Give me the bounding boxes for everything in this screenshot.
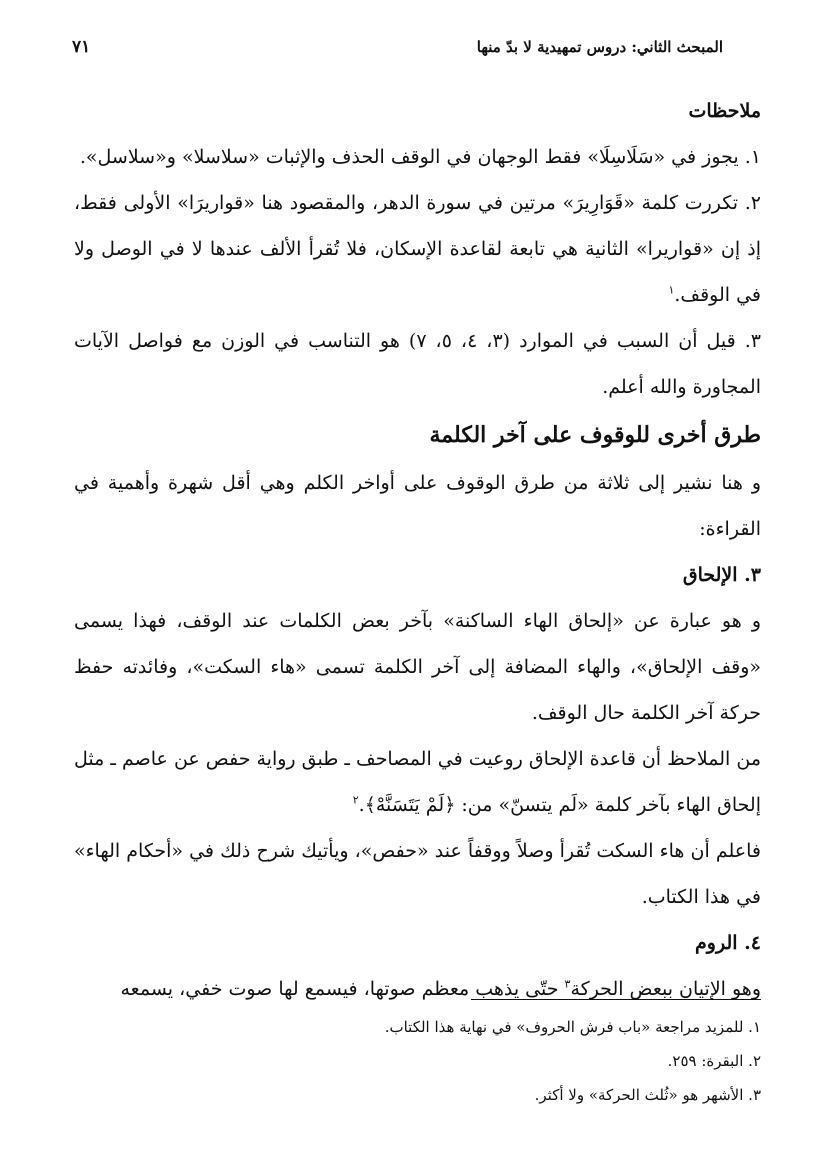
running-header — [72, 32, 723, 62]
rawm-paragraph — [74, 966, 761, 1012]
note-2-line-3: الوصل ولا في الوقف. — [74, 238, 761, 306]
rawm-heading: ٤. الروم — [695, 932, 761, 954]
footnote-ref-1: ١ — [668, 283, 675, 297]
note-1 — [74, 134, 761, 180]
note-2 — [74, 180, 761, 318]
ilhaq-paragraph-1 — [74, 598, 761, 736]
ilhaq-paragraph-2 — [74, 736, 761, 828]
ilhaq-paragraph-3 — [74, 828, 761, 920]
footnote-1: ١. للمزيد مراجعة «باب فرش الحروف» في نهاية هذا الكتاب. — [384, 1018, 761, 1036]
ilhaq-heading: ٣. الإلحاق — [682, 564, 761, 586]
page-body — [74, 88, 761, 1012]
ilhaq-p1-line-3: وفائدته حفظ حركة آخر الكلمة حال الوقف. — [74, 656, 761, 724]
ilhaq-p2-line-2: عاصم ـ مثل إلحاق الهاء بآخر كلمة «لَم يتسنّ» من: ﴿لَمْ يَتَسَنَّهْ﴾. — [74, 748, 761, 816]
rawm-line-1a: وهو الإتيان ببعض الحركة — [570, 978, 761, 1000]
page-number: ٧١ — [72, 37, 91, 57]
footnote-ref-2: ٢ — [352, 793, 359, 807]
intro-paragraph: و هنا نشير إلى ثلاثة من طرق الوقوف على أواخر الكلم وهي أقل شهرة وأهمية في القراءة: — [74, 472, 761, 540]
footnote-3: ٣. الأشهر هو «ثُلث الحركة» ولا أكثر. — [534, 1086, 761, 1104]
note-3-line-1: ٣. قيل أن السبب في الموارد (٣، ٤، ٥، ٧) هو التناسب في الوزن مع فواصل — [128, 330, 761, 352]
section-heading: طرق أخرى للوقوف على آخر الكلمة — [429, 422, 761, 448]
ilhaq-p3-line-2: «أحكام الهاء» في هذا الكتاب. — [74, 840, 761, 908]
note-2-line-1: ٢. تكررت كلمة «قَوَارِيرَ» مرتين في سورة الدهر، والمقصود هنا «قواريرَا» الأولى — [123, 192, 761, 214]
note-1-line-1: ١. يجوز في «سَلَاسِلَا» فقط الوجهان في الوقف الحذف والإثبات «سلاسلا» و«سلاسل». — [79, 146, 761, 168]
footnote-divider — [471, 999, 761, 1000]
footnotes — [74, 1010, 761, 1112]
note-3 — [74, 318, 761, 410]
ilhaq-p1-line-1: و هو عبارة عن «إلحاق الهاء الساكنة» بآخر بعض الكلمات عند الوقف، فهذا — [133, 610, 761, 632]
footnote-2: ٢. البقرة: ٢٥٩. — [667, 1052, 761, 1070]
footnote-ref-3: ٣ — [564, 977, 571, 991]
ilhaq-p3-line-1: فاعلم أن هاء السكت تُقرأ وصلاً ووقفاً عند «حفص»، ويأتيك شرح ذلك في — [189, 840, 761, 862]
rawm-line-1b: حتّى يذهب معظم صوتها، فيسمع لها صوت خفي، يسمعه — [120, 978, 565, 1000]
ilhaq-p1-line-2: يسمى «وقف الإلحاق»، والهاء المضافة إلى آخر الكلمة تسمى «هاء السكت»، — [74, 610, 762, 678]
header-title: المبحث الثاني: دروس تمهيدية لا بدّ منها — [476, 38, 723, 56]
note-3-line-2: الآيات المجاورة والله أعلم. — [74, 330, 761, 398]
notes-heading: ملاحظات — [688, 100, 761, 122]
ilhaq-p2-line-1: من الملاحظ أن قاعدة الإلحاق روعيت في المصاحف ـ طبق رواية حفص عن — [173, 748, 762, 770]
note-2-line-2: فقط، إذ إن «قواريرا» الثانية هي تابعة لقاعدة الإسكان، فلا تُقرأ الألف عندها لا في — [74, 192, 762, 260]
